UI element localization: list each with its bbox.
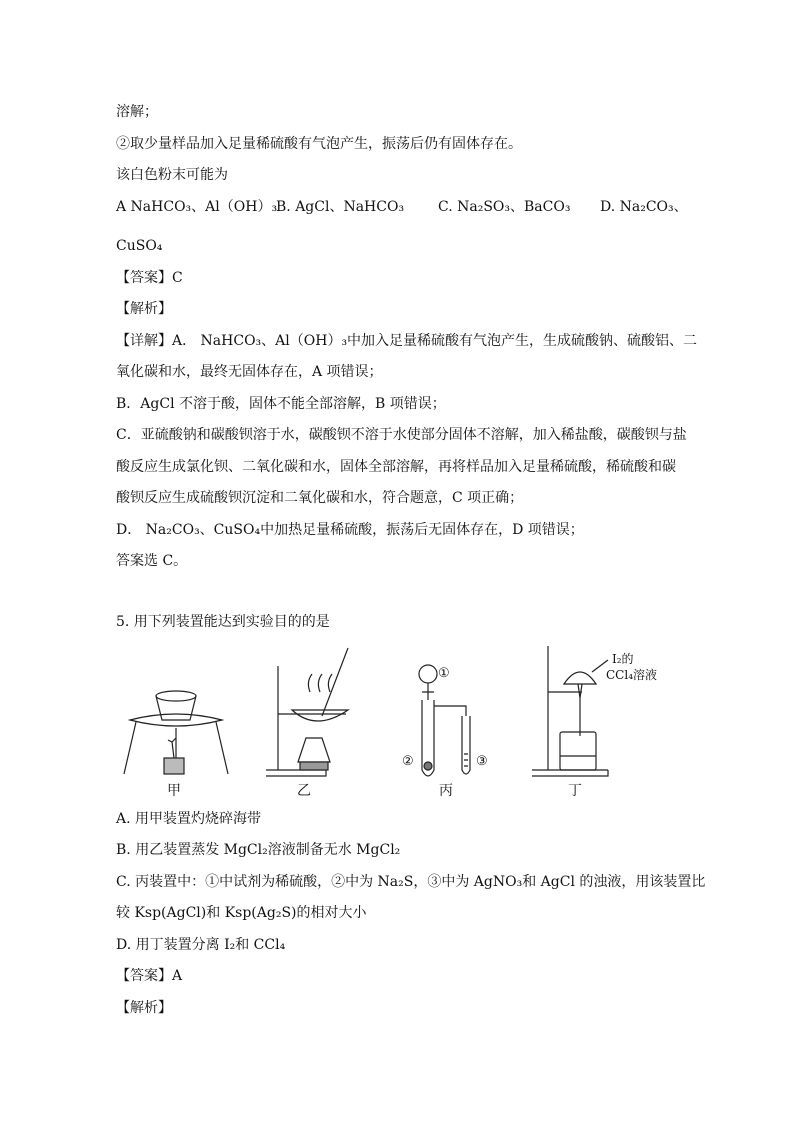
- label-ccl4: CCl₄溶液: [606, 668, 658, 682]
- option-c: C. Na₂SO₃、BaCO₃: [438, 199, 571, 215]
- option-a: A NaHCO₃、Al（OH）₃: [116, 199, 278, 215]
- label-circled-2: ②: [402, 754, 414, 769]
- apparatus-yi: [266, 648, 348, 776]
- question-5: 5. 用下列装置能达到实验目的的是: [116, 614, 330, 630]
- q5-option-d: D. 用丁装置分离 I₂和 CCl₄: [116, 937, 286, 953]
- q5-option-c-cont: 较 Ksp(AgCl)和 Ksp(Ag₂S)的相对大小: [116, 905, 367, 921]
- apparatus-jia: [124, 691, 228, 774]
- detail-line: 酸钡反应生成硫酸钡沉淀和二氧化碳和水，符合题意，C 项正确；: [116, 490, 524, 506]
- caption-bing: 丙: [439, 783, 453, 799]
- text-line: 该白色粉末可能为: [116, 167, 228, 183]
- option-b: B. AgCl、NaHCO₃: [276, 199, 405, 215]
- label-i2: I₂的: [612, 652, 634, 666]
- analysis-label: 【解析】: [116, 1000, 172, 1016]
- analysis-label: 【解析】: [116, 301, 172, 317]
- caption-jia: 甲: [167, 783, 181, 799]
- detail-line: C．亚硫酸钠和碳酸钡溶于水，碳酸钡不溶于水使部分固体不溶解，加入稀盐酸，碳酸钡与盐: [116, 427, 687, 443]
- apparatus-ding: [532, 646, 608, 776]
- detail-line: B．AgCl 不溶于酸，固体不能全部溶解，B 项错误；: [116, 396, 446, 412]
- label-circled-1: ①: [438, 666, 450, 681]
- caption-ding: 丁: [568, 783, 582, 799]
- detail-line: 答案选 C。: [116, 553, 188, 569]
- q5-option-c: C. 丙装置中：①中试剂为稀硫酸，②中为 Na₂S，③中为 AgNO₃和 AgCl 的浊液，用该装置比: [116, 874, 706, 890]
- detail-line: 氧化碳和水，最终无固体存在，A 项错误；: [116, 364, 383, 380]
- text-line: ②取少量样品加入足量稀硫酸有气泡产生，振荡后仍有固体存在。: [116, 136, 522, 152]
- detail-line: D． Na₂CO₃、CuSO₄中加热足量稀硫酸，振荡后无固体存在，D 项错误；: [116, 522, 584, 538]
- q5-option-a: A. 用甲装置灼烧碎海带: [116, 811, 262, 827]
- label-circled-3: ③: [476, 754, 488, 769]
- apparatus-bing: [419, 665, 470, 776]
- q5-option-b: B. 用乙装置蒸发 MgCl₂溶液制备无水 MgCl₂: [116, 842, 401, 858]
- detail-line: 酸反应生成氯化钡、二氧化碳和水，固体全部溶解，再将样品加入足量稀硫酸，稀硫酸和碳: [116, 459, 676, 475]
- apparatus-drawing: [116, 642, 676, 802]
- caption-yi: 乙: [297, 783, 311, 799]
- apparatus-figure: [116, 642, 676, 802]
- text-line: 溶解；: [116, 104, 158, 120]
- answer-label: 【答案】A: [116, 968, 183, 984]
- option-d: D. Na₂CO₃、: [600, 199, 688, 215]
- detail-line: 【详解】A． NaHCO₃、Al（OH）₃中加入足量稀硫酸有气泡产生，生成硫酸钠、硫酸铝、二: [116, 333, 698, 349]
- option-d-cont: CuSO₄: [116, 238, 163, 254]
- answer-label: 【答案】C: [116, 270, 183, 286]
